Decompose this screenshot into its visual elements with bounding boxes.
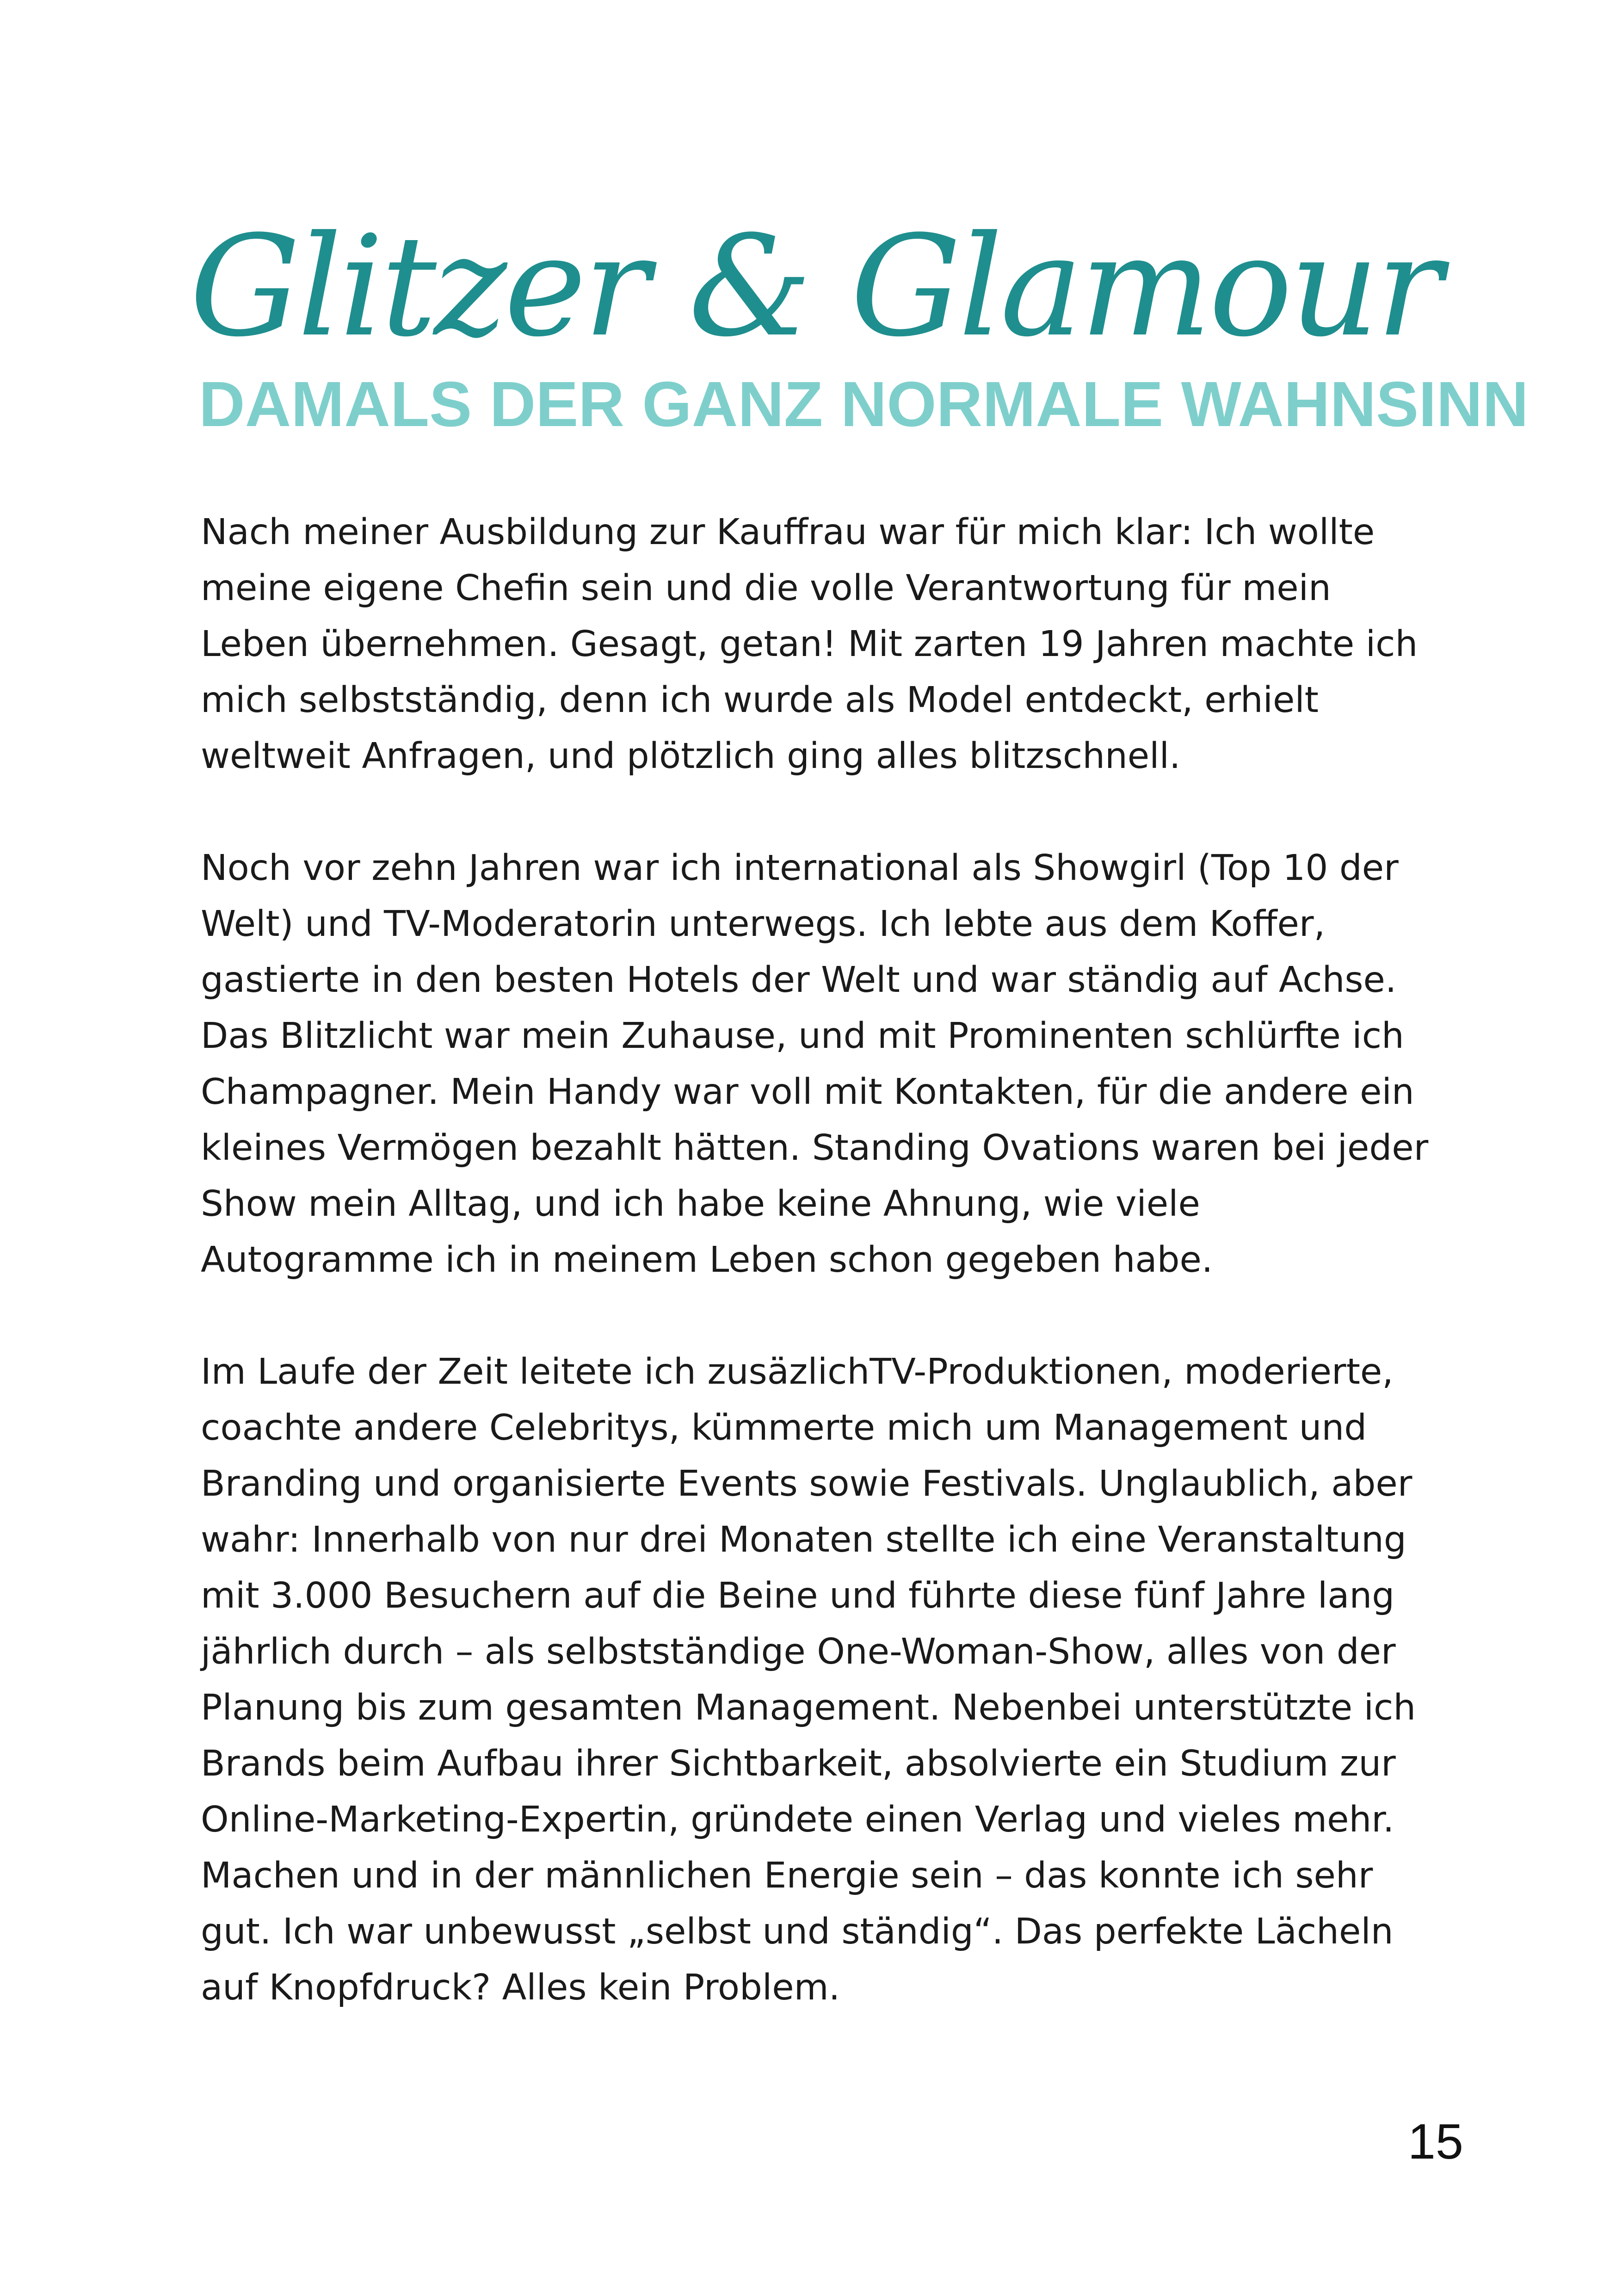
page-number: 15 <box>1407 2113 1463 2169</box>
paragraph: Nach meiner Ausbildung zur Kauffrau war für mich klar: Ich wollte meine eigene Chefin sein und die volle Verantwortung für mein Leben übernehmen. Gesagt, getan! Mit zarten 19 Jahren machte ich mich selbstständig, denn ich wurde als Model entdeckt, erhielt weltweit Anfragen, und plötzlich ging alles blitzschnell. <box>201 512 1418 777</box>
paragraph: Noch vor zehn Jahren war ich international als Showgirl (Top 10 der Welt) und TV-Moderatorin unterwegs. Ich lebte aus dem Koffer, gastierte in den besten Hotels der Welt und war ständig auf Achse. Das Blitzlicht war mein Zuhause, und mit Prominenten schlürfte ich Champagner. Mein Handy war voll mit Kontakten, für die andere ein kleines Vermögen bezahlt hätten. Standing Ovations waren bei jeder Show mein Alltag, und ich habe keine Ahnung, wie viele Autogramme ich in meinem Leben schon gegeben habe. <box>201 848 1429 1281</box>
paragraph: Im Laufe der Zeit leitete ich zusäzlichTV-Produktionen, moderierte, coachte andere Celebritys, kümmerte mich um Management und Branding und organisierte Events sowie Festivals. Unglaublich, aber wahr: Innerhalb von nur drei Monaten stellte ich eine Veranstaltung mit 3.000 Besuchern auf die Beine und führte diese fünf Jahre lang jährlich durch – als selbstständige One-Woman-Show, alles von der Planung bis zum gesamten Management. Nebenbei unterstützte ich Brands beim Aufbau ihrer Sichtbarkeit, absolvierte ein Studium zur Online-Marketing-Expertin, gründete einen Verlag und vieles mehr. Machen und in der männlichen Energie sein – das konnte ich sehr gut. Ich war unbewusst „selbst und ständig“. Das perfekte Lächeln auf Knopfdruck? Alles kein Problem. <box>201 1351 1416 2008</box>
page-title: Glitzer & Glamour <box>190 206 1440 367</box>
page-subtitle: DAMALS DER GANZ NORMALE WAHNSINN <box>199 369 1529 440</box>
body-text <box>201 504 1440 2072</box>
